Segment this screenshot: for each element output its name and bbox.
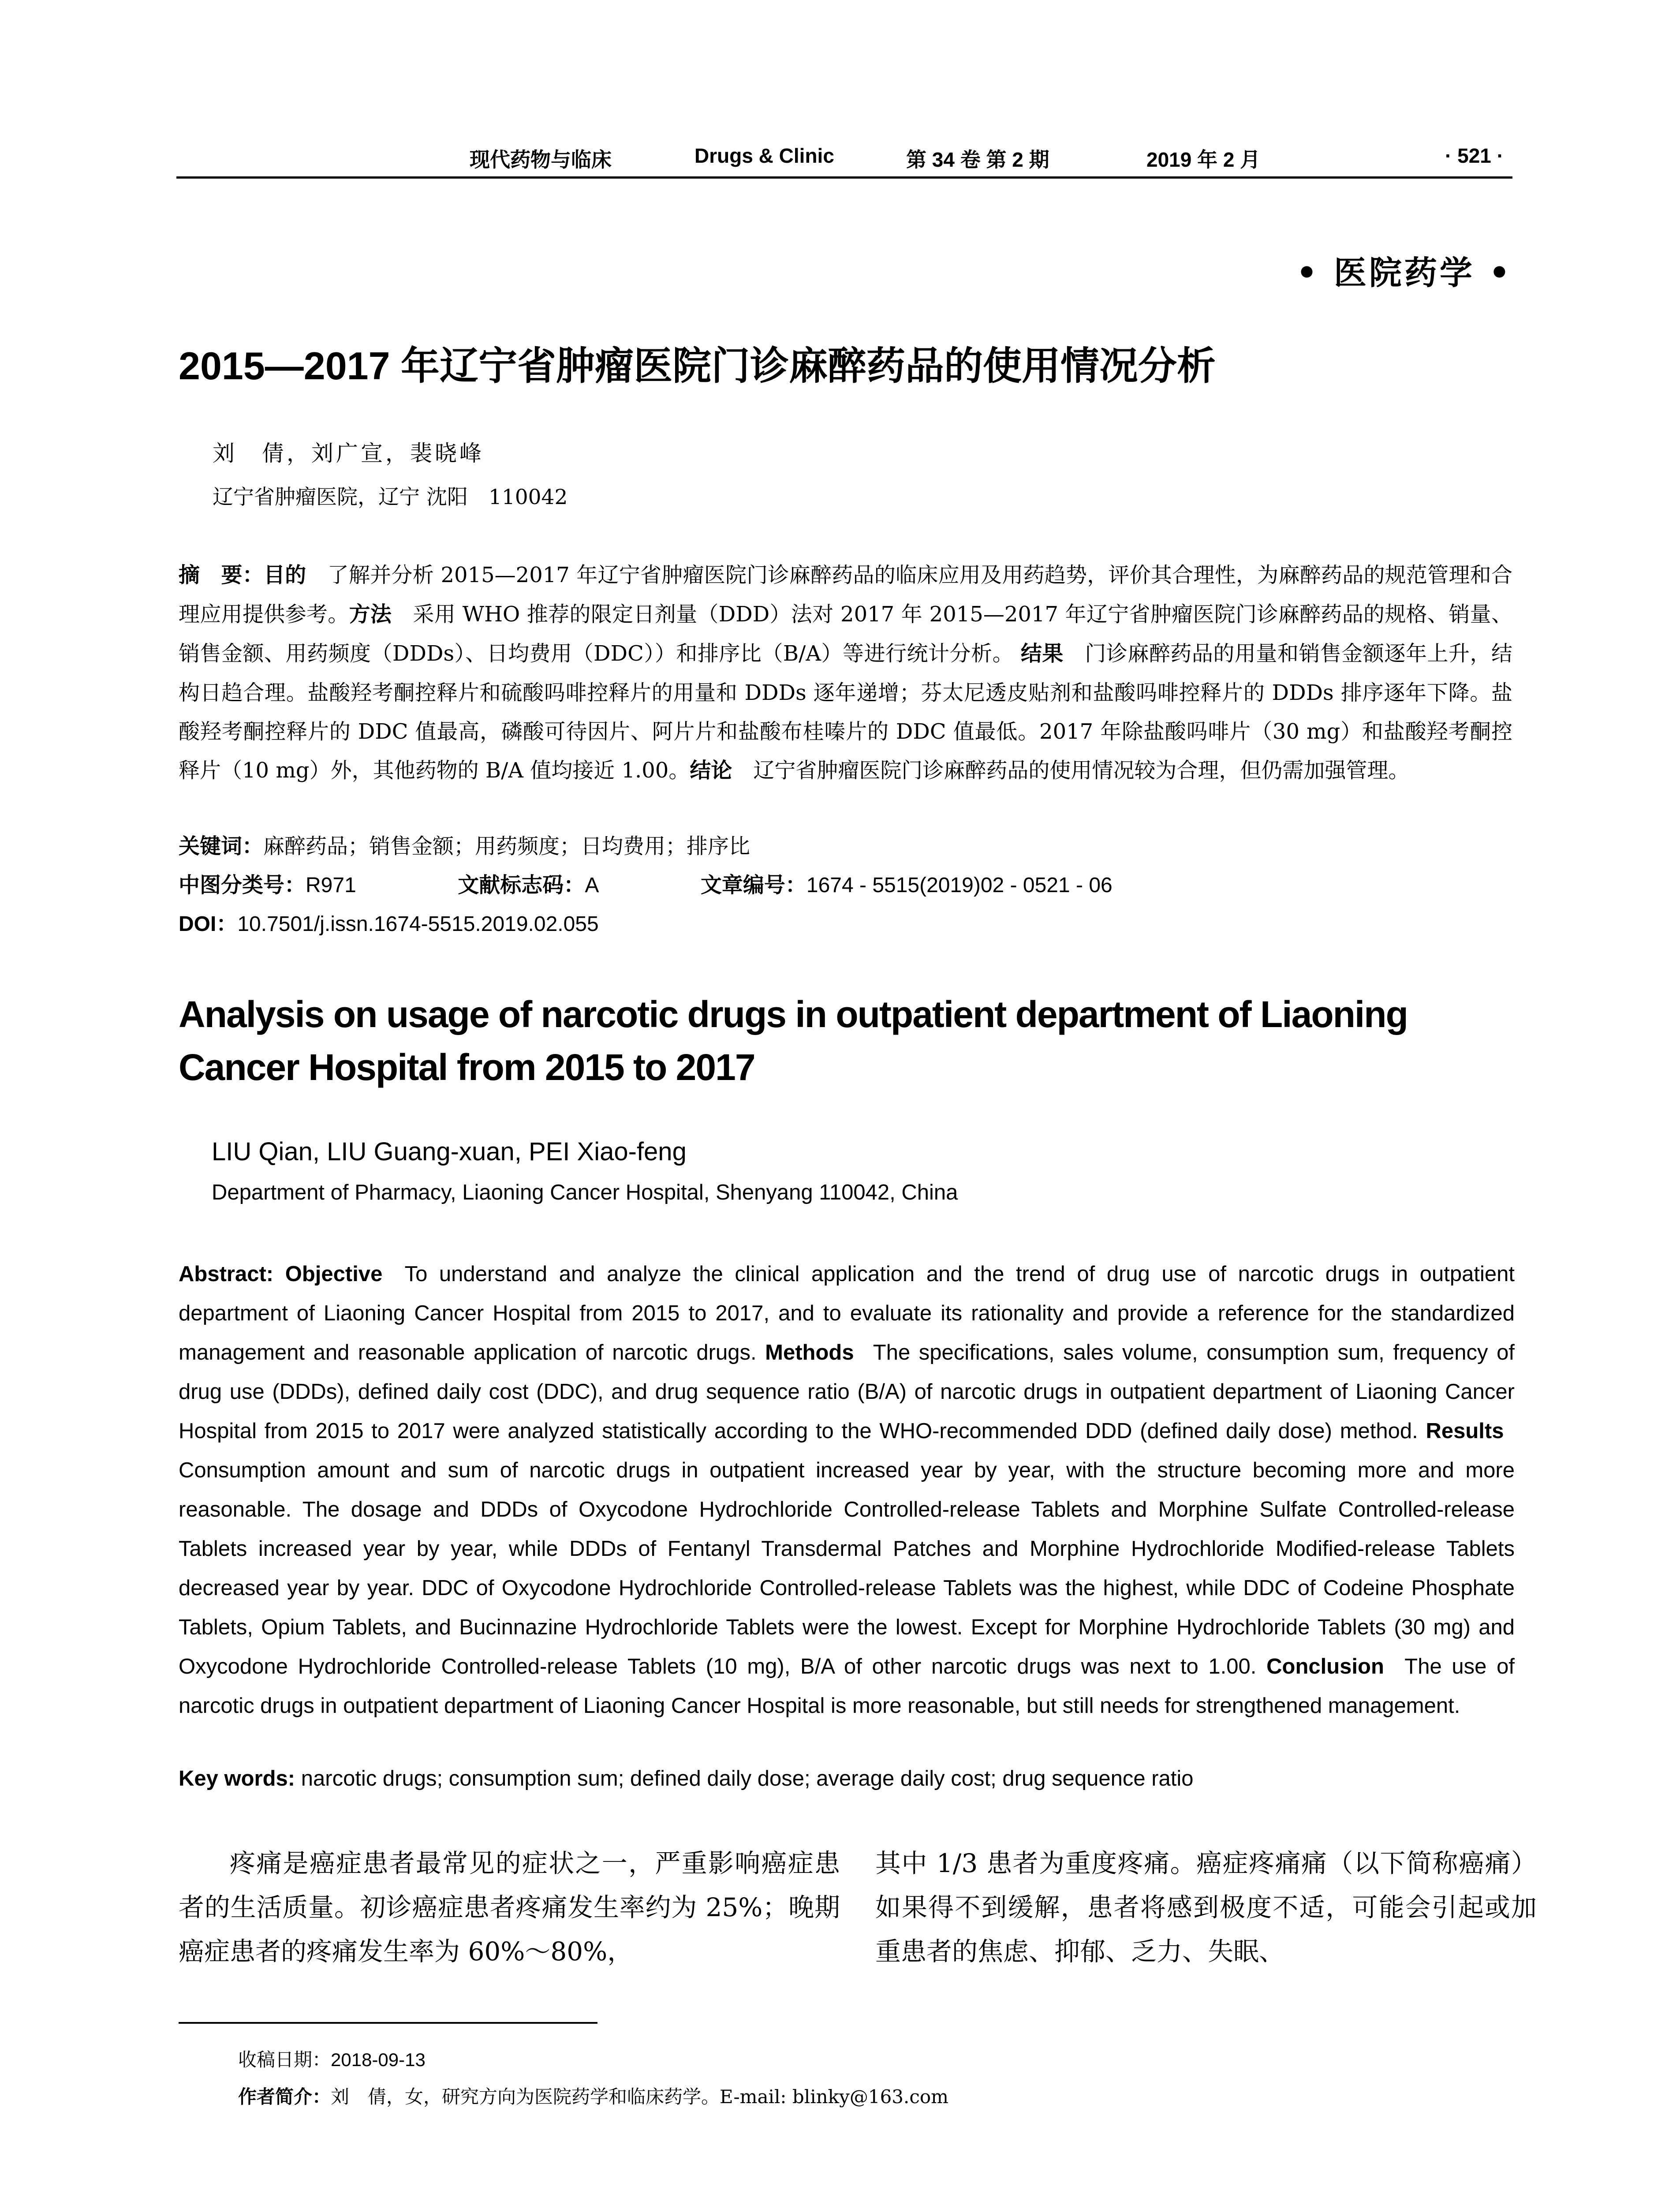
en-objective-label: Objective (285, 1262, 383, 1286)
en-conclusion-text: The use of narcotic drugs in outpatient department of Liaoning Cancer Hospital is more reasonable, but still needs for strengthened management. (179, 1655, 1515, 1718)
article-no-value: 1674 - 5515(2019)02 - 0521 - 06 (806, 874, 1113, 897)
doccode-label: 文献标志码： (458, 874, 585, 897)
cn-keywords-text: 麻醉药品；销售金额；用药频度；日均费用；排序比 (263, 834, 750, 859)
cn-classification (179, 868, 1113, 898)
en-conclusion-label: Conclusion (1266, 1655, 1384, 1678)
en-methods-label: Methods (765, 1341, 854, 1364)
cn-abstract (179, 556, 1512, 790)
received-label: 收稿日期： (238, 2049, 331, 2070)
doccode-value: A (585, 874, 599, 897)
en-affiliation: Department of Pharmacy, Liaoning Cancer Hospital, Shenyang 110042, China (212, 1181, 958, 1204)
article-no-label: 文章编号： (700, 874, 806, 897)
cn-objective-label: 目的 (264, 564, 306, 587)
volume-issue: 第 34 卷 第 2 期 (906, 148, 1049, 171)
running-header (176, 140, 1512, 176)
cn-affiliation: 辽宁省肿瘤医院，辽宁 沈阳 110042 (213, 485, 568, 509)
footnote-author (238, 2082, 948, 2109)
cn-results-label: 结果 (1020, 642, 1064, 665)
doi-label: DOI： (179, 912, 238, 936)
clc-label: 中图分类号： (179, 874, 306, 897)
body-column-left: 疼痛是癌症患者最常见的症状之一，严重影响癌症患者的生活质量。初诊癌症患者疼痛发生率约为 25%；晚期癌症患者的疼痛发生率为 60%～80%， (179, 1848, 840, 1966)
cn-conclusion-label: 结论 (690, 759, 732, 782)
en-abstract (179, 1255, 1515, 1726)
en-objective-text: To understand and analyze the clinical application and the trend of drug use of narcotic drugs in outpatient department of Liaoning Cancer Hospital from 2015 to 2017, and to evaluate its rationality and provide a reference for the standardized management and reasonable application of narcotic drugs. (179, 1262, 1515, 1364)
cn-methods-label: 方法 (349, 603, 392, 626)
clc-value: R971 (306, 874, 356, 897)
en-methods-text: The specifications, sales volume, consumption sum, frequency of drug use (DDDs), defined daily cost (DDC), and drug sequence ratio (B/A) of narcotic drugs in outpatient department of Liaoning Cancer Hospital from 2015 to 2017 were analyzed statistically according to the WHO-recommended DDD (defined daily dose) method. (179, 1341, 1515, 1443)
cn-abstract-label: 摘 要： (179, 564, 264, 587)
cn-keywords (179, 829, 750, 860)
en-keywords (179, 1766, 1194, 1791)
cn-results-text: 门诊麻醉药品的用量和销售金额逐年上升，结构日趋合理。盐酸羟考酮控释片和硫酸吗啡控释片的用量和 DDDs 逐年递增；芬太尼透皮贴剂和盐酸吗啡控释片的 DDDs 排序逐年下降。盐酸羟考酮控释片的 DDC 值最高，磷酸可待因片、阿片片和盐酸布桂嗪片的 DDC 值最低。2017 年除盐酸吗啡片（30 mg）和盐酸羟考酮控释片（10 mg）外，其他药物的 B/A 值均接近 1.00。 (179, 641, 1512, 783)
en-results-text: Consumption amount and sum of narcotic drugs in outpatient increased year by year, with the structure becoming more and more reasonable. The dosage and DDDs of Oxycodone Hydrochloride Controlled-release Tablets and Morphine Sulfate Controlled-release Tablets increased year by year, while DDDs of Fentanyl Transdermal Patches and Morphine Hydrochloride Modified-release Tablets decreased year by year. DDC of Oxycodone Hydrochloride Controlled-release Tablets was the highest, while DDC of Codeine Phosphate Tablets, Opium Tablets, and Bucinnazine Hydrochloride Tablets were the lowest. Except for Morphine Hydrochloride Tablets (30 mg) and Oxycodone Hydrochloride Controlled-release Tablets (10 mg), B/A of other narcotic drugs was next to 1.00. (179, 1458, 1515, 1678)
issue-date: 2019 年 2 月 (1146, 148, 1261, 171)
journal-name-en: Drugs & Clinic (694, 144, 834, 167)
en-authors: LIU Qian, LIU Guang-xuan, PEI Xiao-feng (212, 1137, 687, 1166)
cn-authors: 刘 倩，刘广宣，裴晓峰 (213, 441, 484, 466)
en-keywords-text: narcotic drugs; consumption sum; defined daily dose; average daily cost; drug sequence ratio (301, 1767, 1194, 1790)
en-keywords-label: Key words: (179, 1767, 295, 1790)
author-bio: 刘 倩，女，研究方向为医院药学和临床药学。E-mail: blinky@163.com (331, 2086, 949, 2108)
en-title: Analysis on usage of narcotic drugs in outpatient department of Liaoning Cancer Hospital from 2015 to 2017 (179, 994, 1407, 1088)
cn-keywords-label: 关键词： (179, 835, 264, 858)
en-abstract-label: Abstract: (179, 1262, 274, 1286)
section-label: • 医院药学 • (1296, 254, 1512, 292)
footnote-rule (179, 2022, 597, 2024)
en-results-label: Results (1426, 1419, 1504, 1443)
received-date: 2018-09-13 (331, 2049, 426, 2070)
footnote-received (238, 2045, 426, 2072)
header-rule (176, 176, 1512, 179)
cn-conclusion-text: 辽宁省肿瘤医院门诊麻醉药品的使用情况较为合理，但仍需加强管理。 (753, 758, 1410, 783)
cn-title: 2015—2017 年辽宁省肿瘤医院门诊麻醉药品的使用情况分析 (179, 344, 1216, 388)
doi-value: 10.7501/j.issn.1674-5515.2019.02.055 (237, 912, 599, 936)
cn-doi (179, 907, 599, 937)
page-number: · 521 · (1445, 144, 1504, 167)
cn-objective-text: 了解并分析 2015—2017 年辽宁省肿瘤医院门诊麻醉药品的临床应用及用药趋势，评价其合理性，为麻醉药品的规范管理和合理应用提供参考。 (179, 563, 1512, 627)
body-column-right: 其中 1/3 患者为重度疼痛。癌症疼痛痛（以下简称癌痛）如果得不到缓解，患者将感到极度不适，可能会引起或加重患者的焦虑、抑郁、乏力、失眠、 (875, 1848, 1537, 1966)
cn-methods-text: 采用 WHO 推荐的限定日剂量（DDD）法对 2017 年 2015—2017 年辽宁省肿瘤医院门诊麻醉药品的规格、销量、销售金额、用药频度（DDDs）、日均费用（DDC））和排序比（B/A）等进行统计分析。 (179, 602, 1512, 666)
journal-name-cn: 现代药物与临床 (470, 148, 612, 172)
author-bio-label: 作者简介： (238, 2086, 331, 2108)
